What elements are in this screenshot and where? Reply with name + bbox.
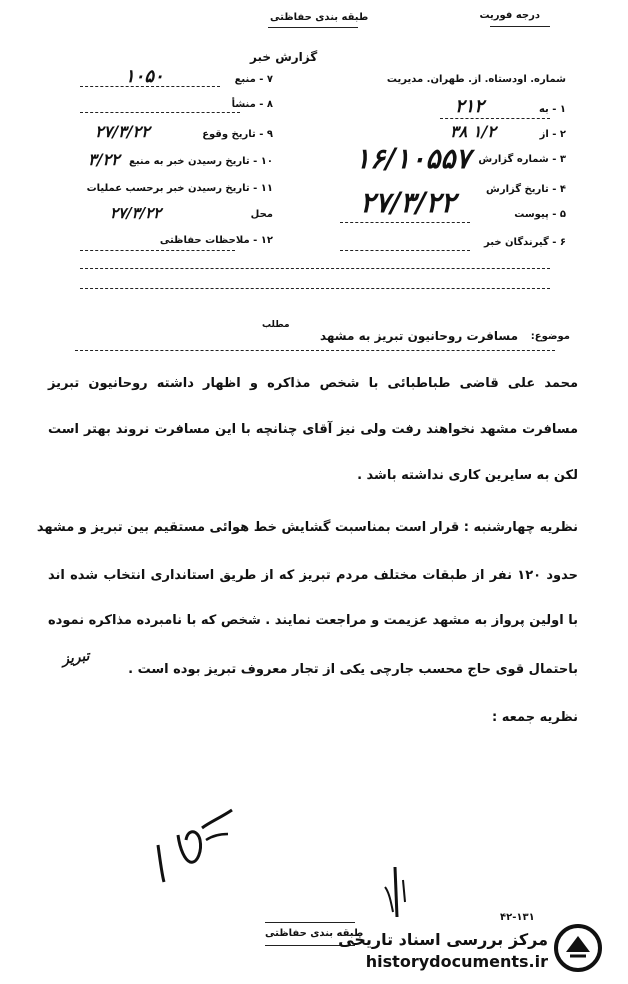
- body-line-6: با اولین پرواز به مشهد عزیمت و مراجعت نمایند . شخص که با نامبرده مذاکره نموده: [48, 613, 578, 628]
- rule-line-2: [80, 288, 550, 289]
- classification-header: طبقه بندی حفاظتی: [270, 12, 369, 23]
- field-security-notes-label: ۱۲ - ملاحظات حفاظتی: [159, 235, 273, 246]
- field-received-date-label: ۱۰ - تاریخ رسیدن خبر به منبع: [129, 156, 273, 167]
- body-line-2: مسافرت مشهد نخواهند رفت ولی نیز آقای چنانچه با این مسافرت نروند بهتر است: [48, 422, 578, 437]
- header-underline: [268, 27, 358, 28]
- report-title: گزارش خبر: [250, 50, 318, 64]
- footer-code: ۴۲-۱۳۱: [500, 912, 535, 923]
- watermark-name: مرکز بررسی اسناد تاریخی: [338, 930, 548, 949]
- body-line-4: نظریه چهارشنبه : قرار است بمناسبت گشایش خط هوائی مستقیم بین تبریز و مشهد: [36, 520, 578, 535]
- field-source-label: ۷ - منبع: [234, 74, 273, 85]
- watermark-logo-icon: [552, 922, 604, 974]
- body-line-7: باحتمال قوی حاج محسب جارچی یکی از تجار معروف تبریز بوده است .: [128, 662, 578, 677]
- subject-line: [75, 350, 555, 351]
- field-source-value: ۱۰۵۰: [125, 66, 164, 87]
- watermark-url: historydocuments.ir: [365, 952, 548, 971]
- field-origin-line: [80, 112, 240, 113]
- field-occurrence-date-label: ۹ - تاریخ وقوع: [202, 129, 273, 140]
- subject-annotation: مطلب: [262, 320, 290, 330]
- field-report-number-value: ۱۶/۱۰۵۵۷: [355, 142, 471, 175]
- field-from-label: ۲ - از: [539, 129, 566, 140]
- subject-text: مسافرت روحانیون تبریز به مشهد: [319, 329, 518, 343]
- field-received-date-value: ۳/۲۲: [88, 150, 120, 169]
- subject-label: موضوع:: [530, 331, 570, 342]
- field-office: شماره. اودستاه. از. طهران. مدیریت: [386, 74, 566, 85]
- field-to-line: [440, 118, 550, 119]
- field-attachment-label: ۵ - پیوست: [514, 209, 566, 220]
- field-to-label: ۱ - به: [538, 104, 566, 115]
- field-report-date-label: ۴ - تاریخ گزارش: [486, 184, 566, 195]
- field-occurrence-date-value: ۲۷/۳/۲۲: [95, 122, 150, 141]
- field-ops-date-label: ۱۱ - تاریخ رسیدن خبر برحسب عملیات: [86, 183, 273, 194]
- field-location-label: محل: [250, 209, 273, 220]
- field-from-value: ۳۸ ۱/۲: [450, 122, 496, 141]
- signature: [140, 800, 240, 890]
- field-recipients-label: ۶ - گیرندگان خبر: [484, 237, 566, 248]
- body-line-5: حدود ۱۲۰ نفر از طبقات مختلف مردم تبریز که از طریق استانداری انتخاب شده اند: [48, 568, 578, 583]
- field-source-line: [80, 86, 220, 87]
- field-attachment-line: [340, 222, 470, 223]
- priority-label: درجه فوریت: [479, 10, 540, 21]
- priority-underline: [490, 26, 550, 27]
- rule-line-1: [80, 268, 550, 269]
- nazariye-jome: نظریه جمعه :: [492, 710, 578, 725]
- footer-classification: طبقه بندی حفاظتی: [265, 928, 364, 939]
- body-handwritten-note: تبریز: [61, 648, 91, 668]
- field-recipients-line: [340, 250, 470, 251]
- field-origin-label: ۸ - منشأ: [231, 99, 273, 110]
- field-to-value: ۲۱۲: [455, 96, 485, 117]
- body-line-3: لکن به سایرین کاری نداشته باشد .: [357, 468, 578, 483]
- body-line-1: محمد علی قاضی طباطبائی با شخص مذاکره و اظهار داشته روحانیون تبریز: [48, 376, 578, 391]
- footer-line-top: [265, 922, 355, 923]
- field-report-date-value: ۲۷/۳/۲۲: [360, 186, 456, 219]
- field-security-notes-line: [80, 250, 235, 251]
- field-report-number-label: ۳ - شماره گزارش: [478, 154, 566, 165]
- stamp-mark: [375, 862, 415, 922]
- field-location-value: ۲۷/۳/۲۲: [110, 204, 162, 222]
